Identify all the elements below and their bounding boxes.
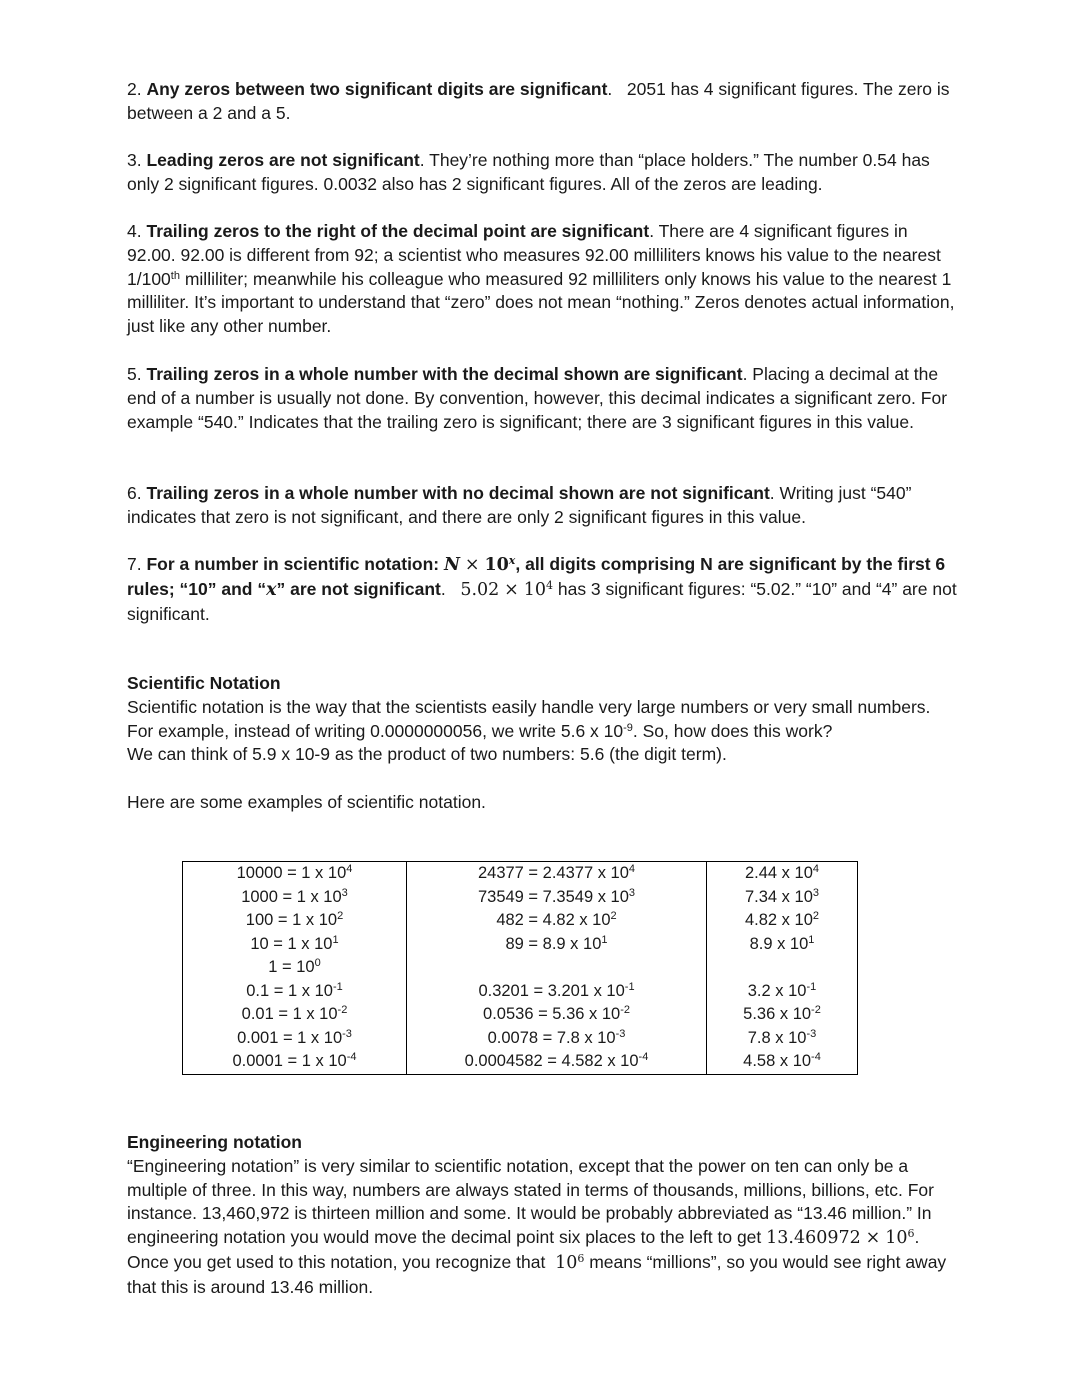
superscript: th [170,269,180,282]
rule-text: . They’re nothing more than “place holders.” The number 0.54 has only 2 significant figures. 0.0032 also has 2 significant figures. All of the zeros are leading. [127,150,930,194]
table-cell: 0.0078 = 7.8 x $10^{-3}$ [407,1027,707,1051]
rule-4 [127,220,957,339]
rule-5 [127,363,957,434]
math-x: x [266,579,277,600]
table-cell: 73549 = 7.3549 x $10^3$ [407,886,707,910]
table-row [183,909,858,933]
table-row [183,1050,858,1074]
rule-number: 4. [127,221,142,241]
paragraph-text-cont: . Once you get used to this notation, you recognize that [127,1227,920,1272]
rule-number: 6. [127,483,142,503]
table-cell: 482 = 4.82 x $10^2$ [407,909,707,933]
rule-text: . There are 4 significant figures in 92.00. 92.00 is different from 92; a scientist who measures 92.00 milliliters knows his value to the nearest 1/100 [127,221,941,289]
table-cell: 10000 = 1 x $10^4$ [183,862,407,886]
table-cell: 89 = 8.9 x $10^1$ [407,933,707,957]
rule-text-cont: milliliter; meanwhile his colleague who measured 92 milliliters only knows his value to the nearest 1 milliliter. It’s important to understand that “zero” does not mean “nothing.” Zeros denotes actual information, just like any other number. [127,268,955,337]
rule-text: 2051 has 4 significant figures. The zero is between a 2 and a 5. [127,79,950,123]
table-cell: $1 = 10^0$ [183,956,407,980]
table-cell: 3.2 x $10^{-1}$ [707,980,858,1004]
rule-title-cont: , all digits comprising N are significant by the first 6 rules; “10” and “ [127,554,946,599]
math-ten: 10 [484,555,509,575]
table-cell: 0.01 = 1 x $10^{-2}$ [183,1003,407,1027]
table-row [183,980,858,1004]
rule-title-end: ” are not significant [276,578,441,599]
scientific-notation-table [182,861,858,1075]
rule-text: has 3 significant figures: “5.02.” “10” and “4” are not significant. [127,578,957,624]
table-cell: 5.36 x $10^{-2}$ [707,1003,858,1027]
math-number: 13.460972 [766,1228,861,1249]
table-cell: 2.44 x $10^4$ [707,862,858,886]
table-cell: 0.3201 = 3.201 x $10^{-1}$ [407,980,707,1004]
table-cell: 4.58 x $10^{-4}$ [707,1050,858,1074]
paragraph-text-end: means “millions”, so you would see right away that this is around 13.46 million. [127,1251,947,1297]
example-ten: 10 [523,579,546,600]
math-exponent: 6 [907,1227,915,1241]
table-row [183,933,858,957]
rule-title: Any zeros between two significant digits are significant [146,79,608,99]
paragraph-text-3: Here are some examples of scientific notation. [127,791,486,812]
math-times: × [865,1228,881,1249]
rule-3 [127,149,957,197]
table-cell [407,956,707,980]
rule-2: 2. Any zeros between two significant digits are significant. 2051 has 4 significant figures. The zero is between a 2 and a 5. [127,79,950,123]
math-n: N [444,555,461,575]
section-heading: Engineering notation [127,1132,302,1152]
table-cell: 0.0536 = 5.36 x $10^{-2}$ [407,1003,707,1027]
rule-text: . Writing just “540” indicates that zero is not significant, and there are only 2 significant figures in this value. [127,483,912,527]
table-row [183,1027,858,1051]
table-cell: 0.001 = 1 x $10^{-3}$ [183,1027,407,1051]
math-exponent: x [508,554,516,567]
table-row [183,956,858,980]
paragraph-text-2: We can think of 5.9 x 10-9 as the product of two numbers: 5.6 (the digit term). [127,744,727,765]
rule-6 [127,482,957,530]
table-row [183,1003,858,1027]
table-cell: 0.1 = 1 x $10^{-1}$ [183,980,407,1004]
paragraph-text: “Engineering notation” is very similar to scientific notation, except that the power on ten can only be a multiple of three. In this way, numbers are always stated in terms of thousands, millions, billions, etc. For instance. 13,460,972 is thirteen million and some. It would be probably abbreviated as “13.46 million.” In engineering notation you would move the decimal point six places to the left to get [127,1155,934,1248]
table-cell: 0.0001 = 1 x $10^{-4}$ [183,1050,407,1074]
superscript: -9 [623,721,633,734]
example-times: × [504,579,519,600]
table-cell: 7.8 x $10^{-3}$ [707,1027,858,1051]
engineering-notation-section [127,1131,957,1300]
table-cell: 100 = 1 x $10^2$ [183,909,407,933]
rule-number: 2. [127,79,142,99]
table-cell: 4.82 x $10^2$ [707,909,858,933]
rule-7: 7. For a number in scientific notation: N × 10$^x$, all digits comprising N are significant by the first 6 rules; “10” and “x” are not significant. $5.02 \times 10^4$ has 3 significant figures: “5.02.” “10” and “4” are not significant. [127,554,957,624]
paragraph-text: Scientific notation is the way that the scientists easily handle very large numbers or very small numbers. For example, instead of writing 0.0000000056, we write 5.6 x 10 [127,696,931,741]
table-cell: 1000 = 1 x $10^3$ [183,886,407,910]
rule-title: For a number in scientific notation: [146,554,440,574]
table-cell: 7.34 x $10^3$ [707,886,858,910]
math-times: × [464,555,480,575]
example-number: 5.02 [460,579,500,600]
math-ten: 10 [885,1228,908,1249]
rule-text: . Placing a decimal at the end of a number is usually not done. By convention, however, this decimal indicates a significant zero. For example “540.” Indicates that the trailing zero is significant; there are 3 significant figures in this value. [127,364,948,432]
rule-title: Leading zeros are not significant [146,150,420,170]
paragraph-text-cont: . So, how does this work? [632,720,833,741]
rule-title: Trailing zeros to the right of the decimal point are significant [146,221,650,241]
example-exponent: 4 [545,578,553,592]
section-heading: Scientific Notation [127,673,281,693]
rule-title: Trailing zeros in a whole number with no decimal shown are not significant [146,483,770,503]
rule-title: Trailing zeros in a whole number with the decimal shown are significant [146,364,743,384]
math-ten-2: 10 [555,1252,578,1273]
math-exponent-2: 6 [577,1251,585,1265]
table-cell: 10 = 1 x $10^1$ [183,933,407,957]
table-cell: 24377 = 2.4377 x $10^4$ [407,862,707,886]
rule-number: 5. [127,364,142,384]
rule-number: 7. [127,554,142,574]
rule-number: 3. [127,150,142,170]
table-cell: 0.0004582 = 4.582 x $10^{-4}$ [407,1050,707,1074]
scientific-notation-section [127,672,957,815]
table-cell [707,956,858,980]
table-cell: 8.9 x $10^1$ [707,933,858,957]
table-row [183,886,858,910]
table-row [183,862,858,886]
